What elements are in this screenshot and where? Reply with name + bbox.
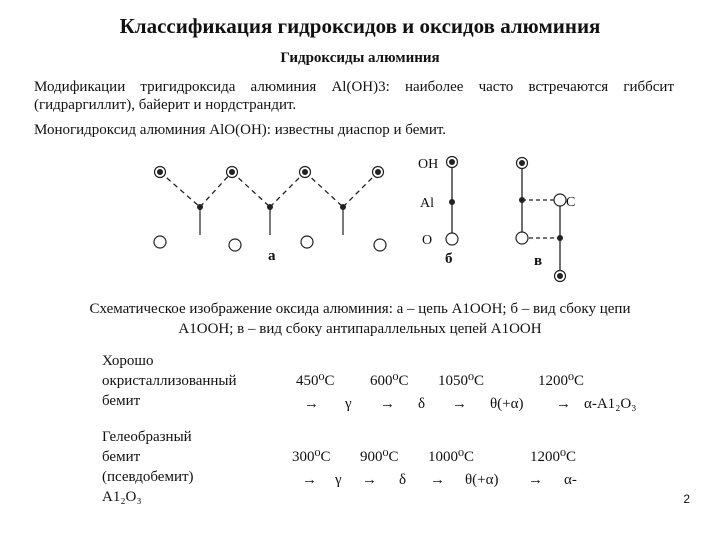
phase-value: α-A1₂O₃	[584, 396, 637, 412]
arrow-icon: →	[304, 396, 319, 412]
o-atom	[301, 236, 313, 248]
pseudo-label-line: бемит	[102, 449, 141, 465]
arrow-icon: →	[528, 472, 543, 488]
boehmite-label	[102, 351, 237, 411]
temp-value: 1200⁰C	[538, 373, 585, 389]
pseudo-label-line: Гелеобразный	[102, 429, 192, 445]
phase-value: γ	[335, 472, 342, 488]
temp-value: 1000⁰C	[428, 449, 475, 465]
oh-atom	[373, 167, 384, 178]
oh-atom	[155, 167, 166, 178]
boehmite-label-line: Хорошо	[102, 353, 154, 369]
phase-value: θ(+α)	[490, 396, 524, 412]
temp-value: 450⁰C	[296, 373, 335, 389]
temp-value: 1200⁰C	[530, 449, 577, 465]
temp-value: 1050⁰C	[438, 373, 485, 389]
side-view-b	[446, 157, 458, 246]
pseudo-label-line: A1₂O₃	[102, 489, 142, 505]
caption-line-2: A1OOH; в – вид сбоку антипараллельных цепей A1OOH	[178, 321, 542, 337]
oh-atom	[227, 167, 238, 178]
slide-subtitle: Гидроксиды алюминия	[280, 50, 440, 66]
o-atom	[154, 236, 166, 248]
arrow-icon: →	[556, 396, 571, 412]
o-atom	[229, 239, 241, 251]
phase-value: θ(+α)	[465, 472, 499, 488]
o-atom	[374, 239, 386, 251]
phase-value: α-	[564, 472, 577, 488]
label-al: Al	[420, 196, 434, 211]
arrow-icon: →	[430, 472, 445, 488]
temp-value: 600⁰C	[370, 373, 409, 389]
label-o: O	[422, 233, 433, 248]
arrow-icon: →	[380, 396, 395, 412]
paragraph-monohydroxide: Моногидроксид алюминия AlO(OH): известны диаспор и бемит.	[34, 122, 447, 138]
pseudo-label-line: (псевдобемит)	[102, 469, 194, 485]
paragraph-trihydroxide: Модификации тригидроксида алюминия Al(OH)3: наиболее часто встречаются гиббсит (гидраргиллит), байерит и нордстрандит.	[34, 79, 674, 113]
chain-a	[160, 172, 378, 207]
label-v: в	[534, 253, 543, 269]
phase-value: δ	[418, 396, 426, 412]
arrow-icon: →	[302, 472, 317, 488]
boehmite-label-line: окристаллизованный	[102, 373, 237, 389]
arrow-icon: →	[452, 396, 467, 412]
phase-value: γ	[345, 396, 352, 412]
pseudoboehmite-label	[102, 427, 194, 507]
caption-line-1: Схематическое изображение оксида алюминия: а – цепь A1OOH; б – вид сбоку цепи	[89, 301, 631, 317]
arrow-icon: →	[362, 472, 377, 488]
label-c: C	[566, 195, 576, 210]
temp-value: 900⁰C	[360, 449, 399, 465]
diagram-caption	[30, 299, 690, 339]
slide-title: Классификация гидроксидов и оксидов алюминия	[119, 14, 601, 38]
label-a: а	[268, 248, 276, 264]
phase-value: δ	[399, 472, 407, 488]
page-number: 2	[683, 492, 690, 506]
label-oh: OH	[418, 157, 439, 172]
boehmite-label-line: бемит	[102, 393, 141, 409]
chain-a-atoms	[154, 167, 386, 252]
temp-value: 300⁰C	[292, 449, 331, 465]
label-b: б	[445, 251, 453, 267]
oh-atom	[300, 167, 311, 178]
